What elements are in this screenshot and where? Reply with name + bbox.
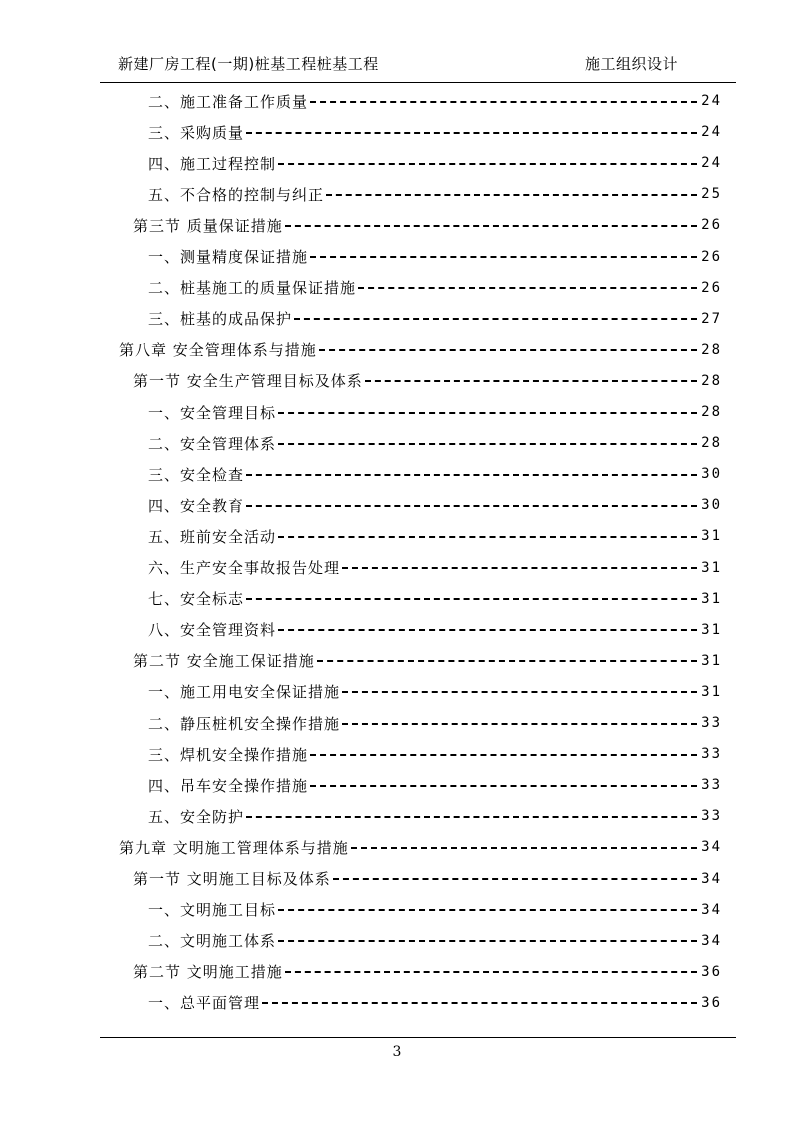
- toc-entry[interactable]: [148, 276, 722, 300]
- toc-entry[interactable]: [148, 618, 722, 642]
- toc-entry-label: 一、安全管理目标: [148, 403, 277, 422]
- toc-entry-page: 31: [701, 621, 722, 638]
- toc-entry[interactable]: [148, 151, 722, 175]
- toc-entry[interactable]: [148, 742, 722, 766]
- toc-entry-page: 26: [701, 217, 722, 234]
- toc-entry-page: 31: [701, 590, 722, 607]
- toc-leader-dashes: [278, 909, 697, 912]
- toc-entry-page: 24: [701, 93, 722, 109]
- toc-entry[interactable]: [148, 898, 722, 922]
- toc-leader-dashes: [342, 691, 697, 694]
- toc-entry-page: 36: [701, 994, 722, 1011]
- toc-entry[interactable]: [148, 400, 722, 424]
- toc-entry-page: 36: [701, 963, 722, 980]
- toc-entry[interactable]: [119, 835, 722, 859]
- toc-entry[interactable]: [148, 711, 722, 735]
- toc-entry-label: 第三节 质量保证措施: [133, 216, 283, 235]
- toc-entry[interactable]: [119, 338, 722, 362]
- toc-entry-label: 一、施工用电安全保证措施: [148, 683, 341, 702]
- toc-leader-dashes: [246, 505, 697, 508]
- toc-entry-label: 一、文明施工目标: [148, 901, 277, 920]
- toc-entry-page: 24: [701, 155, 722, 172]
- toc-entry-label: 四、吊车安全操作措施: [148, 776, 309, 795]
- toc-entry-page: 28: [701, 372, 722, 389]
- toc-entry-label: 四、施工过程控制: [148, 154, 277, 173]
- toc-entry-label: 一、总平面管理: [148, 994, 261, 1013]
- toc-entry-label: 第一节 文明施工目标及体系: [133, 870, 331, 888]
- toc-leader-dashes: [294, 318, 697, 321]
- toc-entry[interactable]: [133, 960, 722, 984]
- toc-entry-label: 六、生产安全事故报告处理: [148, 559, 341, 577]
- document-title: 施工组织设计: [584, 55, 678, 73]
- toc-entry-page: 33: [701, 746, 722, 763]
- toc-entry-page: 31: [701, 683, 722, 700]
- toc-leader-dashes: [310, 101, 697, 104]
- toc-entry[interactable]: [148, 120, 722, 144]
- header-divider: [100, 82, 736, 83]
- toc-leader-dashes: [333, 878, 697, 881]
- toc-entry-page: 28: [701, 435, 722, 452]
- toc-entry-page: 33: [701, 715, 722, 731]
- toc-entry-label: 一、测量精度保证措施: [148, 248, 309, 266]
- toc-entry[interactable]: [148, 431, 722, 455]
- toc-entry-page: 34: [701, 839, 722, 856]
- toc-entry-label: 二、施工准备工作质量: [148, 92, 309, 111]
- toc-entry-label: 三、焊机安全操作措施: [148, 745, 309, 764]
- toc-entry[interactable]: [148, 245, 722, 269]
- toc-leader-dashes: [310, 256, 697, 259]
- toc-leader-dashes: [246, 474, 697, 477]
- toc-entry-label: 二、文明施工体系: [148, 932, 277, 951]
- toc-entry[interactable]: [148, 307, 722, 331]
- toc-entry-label: 五、班前安全活动: [148, 527, 277, 546]
- toc-entry-page: 26: [701, 248, 722, 265]
- toc-entry-label: 五、安全防护: [148, 807, 245, 826]
- toc-entry-label: 四、安全教育: [148, 496, 245, 515]
- toc-entry-page: 33: [701, 777, 722, 794]
- page-number: 3: [392, 1044, 402, 1060]
- toc-entry[interactable]: [148, 680, 722, 704]
- toc-leader-dashes: [351, 847, 697, 850]
- project-title: 新建厂房工程(一期)桩基工程桩基工程: [118, 55, 379, 73]
- toc-entry-page: 33: [701, 808, 722, 825]
- toc-entry-page: 24: [701, 124, 722, 141]
- toc-leader-dashes: [365, 380, 697, 383]
- toc-entry-page: 28: [701, 404, 722, 420]
- toc-entry-label: 第八章 安全管理体系与措施: [119, 341, 317, 360]
- toc-entry[interactable]: [148, 804, 722, 828]
- toc-entry[interactable]: [148, 524, 722, 548]
- toc-leader-dashes: [246, 598, 697, 601]
- toc-entry-page: 27: [701, 310, 722, 327]
- toc-entry-label: 二、桩基施工的质量保证措施: [148, 279, 357, 298]
- toc-leader-dashes: [285, 225, 697, 228]
- toc-leader-dashes: [317, 660, 697, 663]
- toc-entry-label: 第二节 文明施工措施: [133, 963, 283, 982]
- toc-entry-page: 31: [701, 652, 722, 669]
- toc-leader-dashes: [246, 132, 697, 135]
- toc-entry-label: 第一节 安全生产管理目标及体系: [133, 372, 363, 391]
- toc-leader-dashes: [262, 1002, 697, 1005]
- toc-entry-page: 30: [701, 497, 722, 514]
- toc-entry-page: 34: [701, 932, 722, 949]
- toc-leader-dashes: [285, 971, 697, 974]
- toc-entry-label: 八、安全管理资料: [148, 621, 277, 640]
- toc-entry[interactable]: [148, 773, 722, 797]
- toc-entry-page: 30: [701, 466, 722, 483]
- toc-leader-dashes: [278, 629, 697, 632]
- toc-entry[interactable]: [133, 213, 722, 237]
- toc-leader-dashes: [358, 287, 697, 290]
- toc-entry[interactable]: [133, 649, 722, 673]
- toc-leader-dashes: [310, 754, 697, 757]
- toc-entry-page: 25: [701, 186, 722, 203]
- toc-entry[interactable]: [148, 182, 722, 206]
- toc-entry[interactable]: [148, 587, 722, 611]
- toc-entry-label: 第九章 文明施工管理体系与措施: [119, 838, 349, 857]
- toc-entry-label: 二、静压桩机安全操作措施: [148, 714, 341, 733]
- toc-entry-page: 34: [701, 870, 722, 887]
- toc-entry-label: 第二节 安全施工保证措施: [133, 652, 315, 671]
- toc-leader-dashes: [310, 785, 697, 788]
- toc-entry[interactable]: [148, 89, 722, 113]
- toc-entry-page: 31: [701, 528, 722, 545]
- toc-entry[interactable]: [148, 929, 722, 953]
- toc-entry-page: 31: [701, 559, 722, 576]
- toc-entry-label: 三、桩基的成品保护: [148, 310, 293, 329]
- toc-leader-dashes: [278, 412, 697, 415]
- toc-leader-dashes: [342, 723, 697, 726]
- toc-entry[interactable]: [148, 462, 722, 486]
- toc-leader-dashes: [319, 349, 697, 352]
- toc-entry-page: 34: [701, 901, 722, 918]
- toc-leader-dashes: [246, 816, 697, 819]
- toc-leader-dashes: [278, 163, 697, 166]
- toc-leader-dashes: [342, 567, 697, 570]
- toc-leader-dashes: [278, 940, 697, 943]
- toc-entry-label: 三、采购质量: [148, 123, 245, 142]
- toc-entry[interactable]: [148, 556, 722, 580]
- toc-entry-label: 三、安全检查: [148, 465, 245, 484]
- toc-entry-page: 26: [701, 279, 722, 296]
- toc-leader-dashes: [278, 536, 697, 539]
- toc-leader-dashes: [278, 443, 697, 446]
- toc-entry[interactable]: [133, 369, 722, 393]
- toc-entry[interactable]: [133, 867, 722, 891]
- footer-divider: [100, 1037, 736, 1038]
- toc-entry-label: 五、不合格的控制与纠正: [148, 185, 325, 204]
- toc-entry[interactable]: [148, 493, 722, 517]
- toc-entry-label: 二、安全管理体系: [148, 434, 277, 453]
- page-header: [100, 50, 736, 80]
- toc-entry-page: 28: [701, 341, 722, 358]
- toc-leader-dashes: [326, 194, 697, 197]
- toc-entry[interactable]: [148, 991, 722, 1015]
- toc-entry-label: 七、安全标志: [148, 590, 245, 609]
